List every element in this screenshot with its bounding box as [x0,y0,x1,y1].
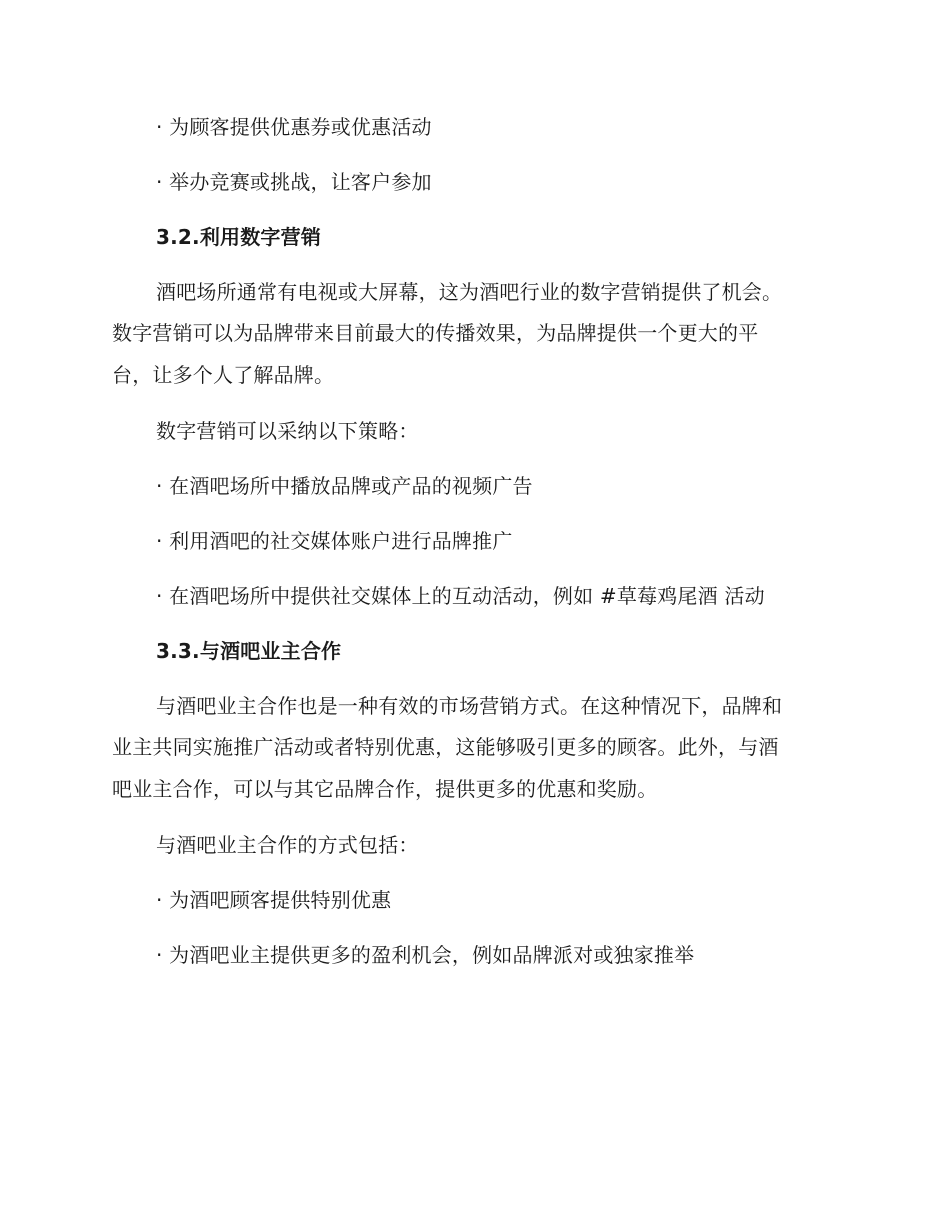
paragraph-owner-line-3: 吧业主合作，可以与其它品牌合作，提供更多的优惠和奖励。 [112,777,658,801]
paragraph-digital-line-2: 数字营销可以为品牌带来目前最大的传播效果，为品牌提供一个更大的平 [112,321,759,345]
bullet-interactive: · 在酒吧场所中提供社交媒体上的互动活动，例如 #草莓鸡尾酒 活动 [156,584,765,608]
paragraph-owner-line-2: 业主共同实施推广活动或者特别优惠，这能够吸引更多的顾客。此外，与酒 [112,735,779,759]
paragraph-owner-methods: 与酒吧业主合作的方式包括： [156,833,419,857]
bullet-coupons: · 为顾客提供优惠券或优惠活动 [156,115,432,139]
section-heading-3-3: 3.3.与酒吧业主合作 [156,639,342,663]
paragraph-digital-strategies: 数字营销可以采纳以下策略： [156,419,419,443]
bullet-video-ads: · 在酒吧场所中播放品牌或产品的视频广告 [156,474,533,498]
paragraph-owner-line-1: 与酒吧业主合作也是一种有效的市场营销方式。在这种情况下，品牌和 [156,694,783,718]
bullet-profit-opportunities: · 为酒吧业主提供更多的盈利机会，例如品牌派对或独家推举 [156,943,695,967]
paragraph-digital-line-1: 酒吧场所通常有电视或大屏幕，这为酒吧行业的数字营销提供了机会。 [156,280,783,304]
bullet-special-offers: · 为酒吧顾客提供特别优惠 [156,888,392,912]
paragraph-digital-line-3: 台，让多个人了解品牌。 [112,363,335,387]
section-heading-3-2: 3.2.利用数字营销 [156,225,322,249]
bullet-contests: · 举办竞赛或挑战，让客户参加 [156,170,432,194]
bullet-social-media: · 利用酒吧的社交媒体账户进行品牌推广 [156,529,513,553]
